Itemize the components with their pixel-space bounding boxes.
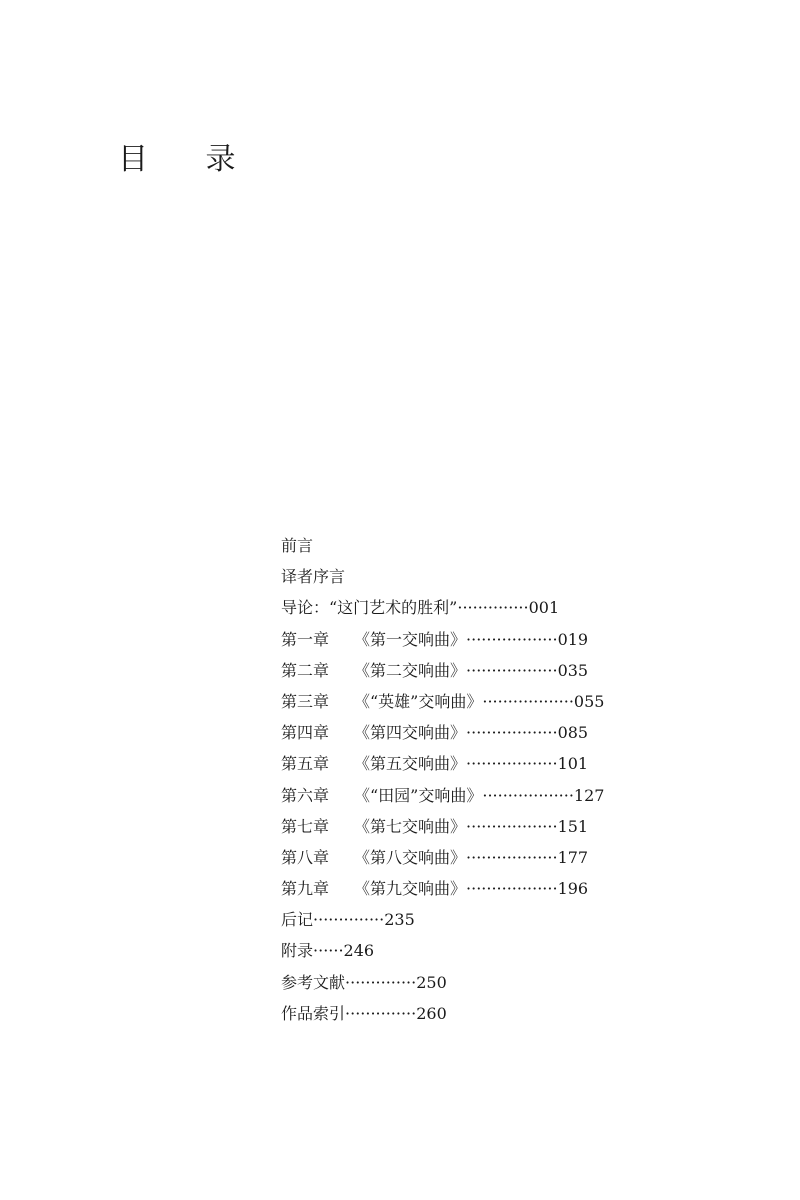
dot-leader: ·················· xyxy=(482,785,574,805)
toc-entry-title: 《第一交响曲》 xyxy=(354,629,467,649)
toc-entry-title: 后记 xyxy=(281,910,314,930)
dot-leader: ······ xyxy=(313,941,344,961)
chapter-number: 第三章 xyxy=(281,691,330,711)
toc-entry-chapter-7[interactable] xyxy=(281,811,701,842)
chapter-number: 第四章 xyxy=(281,723,330,743)
toc-page-number: 001 xyxy=(528,598,560,618)
toc-entry-title: 前言 xyxy=(281,536,314,555)
dot-leader: ·············· xyxy=(313,910,385,930)
toc-entry-title: 《第二交响曲》 xyxy=(354,660,467,680)
toc-entry-title: 作品索引 xyxy=(281,1003,346,1023)
toc-page-number: 035 xyxy=(557,660,589,680)
dot-leader: ·················· xyxy=(482,691,574,711)
toc-page-number: 019 xyxy=(557,629,589,649)
toc-entry-chapter-4[interactable] xyxy=(281,717,701,748)
toc-entry-appendix[interactable] xyxy=(281,935,701,966)
page-title: 目 录 xyxy=(118,142,260,177)
toc-entry-introduction[interactable] xyxy=(281,592,701,623)
toc-page-number: 235 xyxy=(384,910,415,930)
toc-page-number: 085 xyxy=(557,723,589,743)
chapter-number: 第一章 xyxy=(281,629,330,649)
toc-entry-chapter-3[interactable] xyxy=(281,686,701,717)
toc-entry-title: 《“英雄”交响曲》 xyxy=(354,691,483,711)
toc-page-number: 151 xyxy=(557,816,589,836)
toc-entry-chapter-2[interactable] xyxy=(281,655,701,686)
dot-leader: ·················· xyxy=(466,879,558,899)
dot-leader: ·················· xyxy=(466,723,558,743)
toc-entry-title: 《第四交响曲》 xyxy=(354,723,467,743)
toc-page-number: 101 xyxy=(557,754,589,774)
dot-leader: ·············· xyxy=(457,598,529,618)
toc-entry-preface[interactable] xyxy=(281,530,701,561)
toc-entry-title: 导论：“这门艺术的胜利” xyxy=(281,598,458,618)
chapter-number: 第九章 xyxy=(281,879,330,899)
toc-page-number: 177 xyxy=(557,847,589,867)
toc-entry-title: 参考文献 xyxy=(281,972,346,992)
toc-entry-title: 附录 xyxy=(281,941,314,961)
toc-entry-title: 《第七交响曲》 xyxy=(354,816,467,836)
toc-page-number: 250 xyxy=(416,972,447,992)
toc-entry-chapter-9[interactable] xyxy=(281,873,701,904)
chapter-number: 第八章 xyxy=(281,847,330,867)
dot-leader: ·············· xyxy=(345,1003,417,1023)
toc-entry-chapter-1[interactable] xyxy=(281,624,701,655)
toc-entry-title: 《第九交响曲》 xyxy=(354,879,467,899)
toc-entry-title: 《“田园”交响曲》 xyxy=(354,785,483,805)
toc-entry-title: 《第五交响曲》 xyxy=(354,754,467,774)
chapter-number: 第二章 xyxy=(281,660,330,680)
toc-page-number: 196 xyxy=(557,879,589,899)
toc-page-number: 127 xyxy=(573,785,605,805)
toc-entry-chapter-8[interactable] xyxy=(281,842,701,873)
chapter-number: 第五章 xyxy=(281,754,330,774)
toc-page-number: 055 xyxy=(573,691,605,711)
toc-entry-works-index[interactable] xyxy=(281,998,701,1029)
toc-entry-chapter-5[interactable] xyxy=(281,748,701,779)
toc-entry-chapter-6[interactable] xyxy=(281,780,701,811)
dot-leader: ·················· xyxy=(466,660,558,680)
dot-leader: ·················· xyxy=(466,816,558,836)
chapter-number: 第六章 xyxy=(281,785,330,805)
toc-entry-references[interactable] xyxy=(281,967,701,998)
dot-leader: ·················· xyxy=(466,629,558,649)
chapter-number: 第七章 xyxy=(281,816,330,836)
toc-page-number: 260 xyxy=(416,1003,447,1023)
toc-entry-title: 译者序言 xyxy=(281,567,346,587)
toc-page-number: 246 xyxy=(343,941,375,961)
dot-leader: ·············· xyxy=(345,972,417,992)
table-of-contents xyxy=(281,530,701,1029)
dot-leader: ·················· xyxy=(466,847,558,867)
toc-entry-afterword[interactable] xyxy=(281,904,701,935)
toc-entry-translator-preface[interactable] xyxy=(281,561,701,592)
toc-entry-title: 《第八交响曲》 xyxy=(354,847,467,867)
dot-leader: ·················· xyxy=(466,754,558,774)
